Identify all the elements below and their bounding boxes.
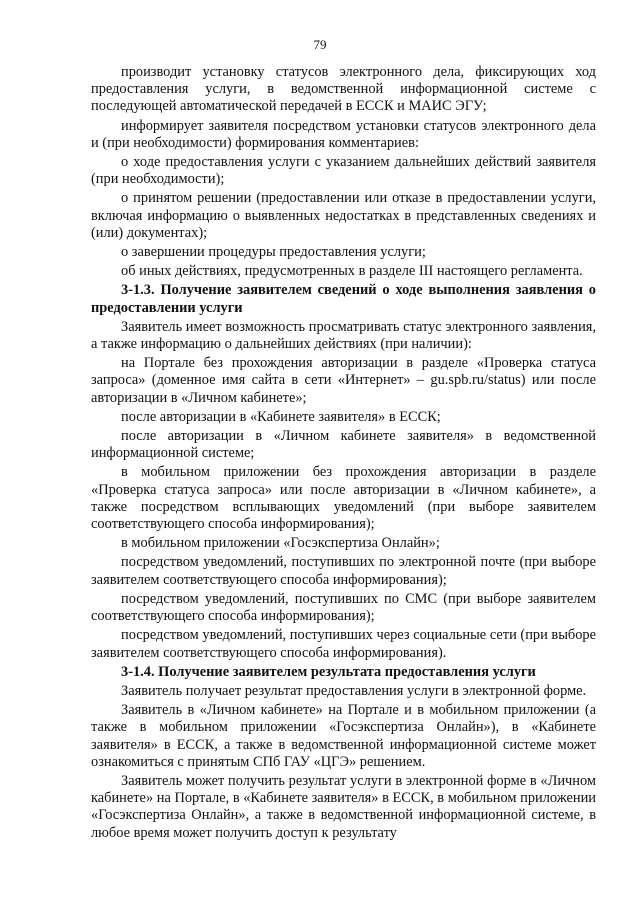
paragraph: в мобильном приложении «Госэкспертиза Онлайн»; <box>121 535 440 552</box>
paragraph: о ходе предоставления услуги с указанием дальнейших действий заявителя (при необходимости); <box>91 154 596 188</box>
paragraph: после авторизации в «Личном кабинете заявителя» в ведомственной информационной системе; <box>91 428 596 462</box>
paragraph: Заявитель имеет возможность просматривать статус электронного заявления, а также информацию о дальнейших действиях (при наличии): <box>91 318 596 353</box>
paragraph: о принятом решении (предоставлении или отказе в предоставлении услуги, включая информацию о выявленных недостатках в представленных сведениях и (или) документах); <box>91 190 596 241</box>
paragraph: Заявитель получает результат предоставления услуги в электронной форме. <box>121 682 587 699</box>
paragraph: после авторизации в «Кабинете заявителя» в ЕССК; <box>121 408 441 425</box>
paragraph: о завершении процедуры предоставления услуги; <box>121 244 426 261</box>
document-body <box>91 64 596 842</box>
paragraph: производит установку статусов электронного дела, фиксирующих ход предоставления услуги, в ведомственной информационной системе с последующей автоматической передачей в ЕССК и МАИС ЭГУ; <box>91 64 596 115</box>
page-number: 79 <box>313 37 327 52</box>
paragraph: Заявитель может получить результат услуги в электронной форме в «Личном кабинете» на Портале, в «Кабинете заявителя» в ЕССК, в мобильном приложении «Госэкспертиза Онлайн», а также в ведомственной информационной системе, в любое время может получить доступ к результату <box>91 772 596 841</box>
paragraph: об иных действиях, предусмотренных в разделе III настоящего регламента. <box>121 263 583 280</box>
paragraph: информирует заявителя посредством установки статусов электронного дела и (при необходимости) формирования комментариев: <box>91 117 596 151</box>
paragraph: посредством уведомлений, поступивших по электронной почте (при выборе заявителем соответствующего способа информирования); <box>91 554 596 588</box>
paragraph: на Портале без прохождения авторизации в разделе «Проверка статуса запроса» (доменное имя сайта в сети «Интернет» – gu.spb.ru/status) или после авторизации в «Личном кабинете»; <box>91 355 596 406</box>
section-heading: 3-1.4. Получение заявителем результата предоставления услуги <box>121 663 536 680</box>
paragraph: Заявитель в «Личном кабинете» на Портале и в мобильном приложении (а также в мобильном приложении «Госэкспертиза Онлайн»), в «Кабинете заявителя» в ЕССК, а также в ведомственной информационной системе может ознакомиться с принятым СПб ГАУ «ЦГЭ» решением. <box>91 702 596 770</box>
paragraph: посредством уведомлений, поступивших по СМС (при выборе заявителем соответствующего способа информирования); <box>91 590 596 625</box>
paragraph: в мобильном приложении без прохождения авторизации в разделе «Проверка статуса запроса» или после авторизации в «Личном кабинете», а также посредством всплывающих уведомлений (при выборе заявителем соответствующего способа информирования); <box>91 464 596 533</box>
paragraph: посредством уведомлений, поступивших через социальные сети (при выборе заявителем соответствующего способа информирования). <box>91 627 596 661</box>
section-heading: 3-1.3. Получение заявителем сведений о ходе выполнения заявления о предоставлении услуги <box>91 282 596 316</box>
